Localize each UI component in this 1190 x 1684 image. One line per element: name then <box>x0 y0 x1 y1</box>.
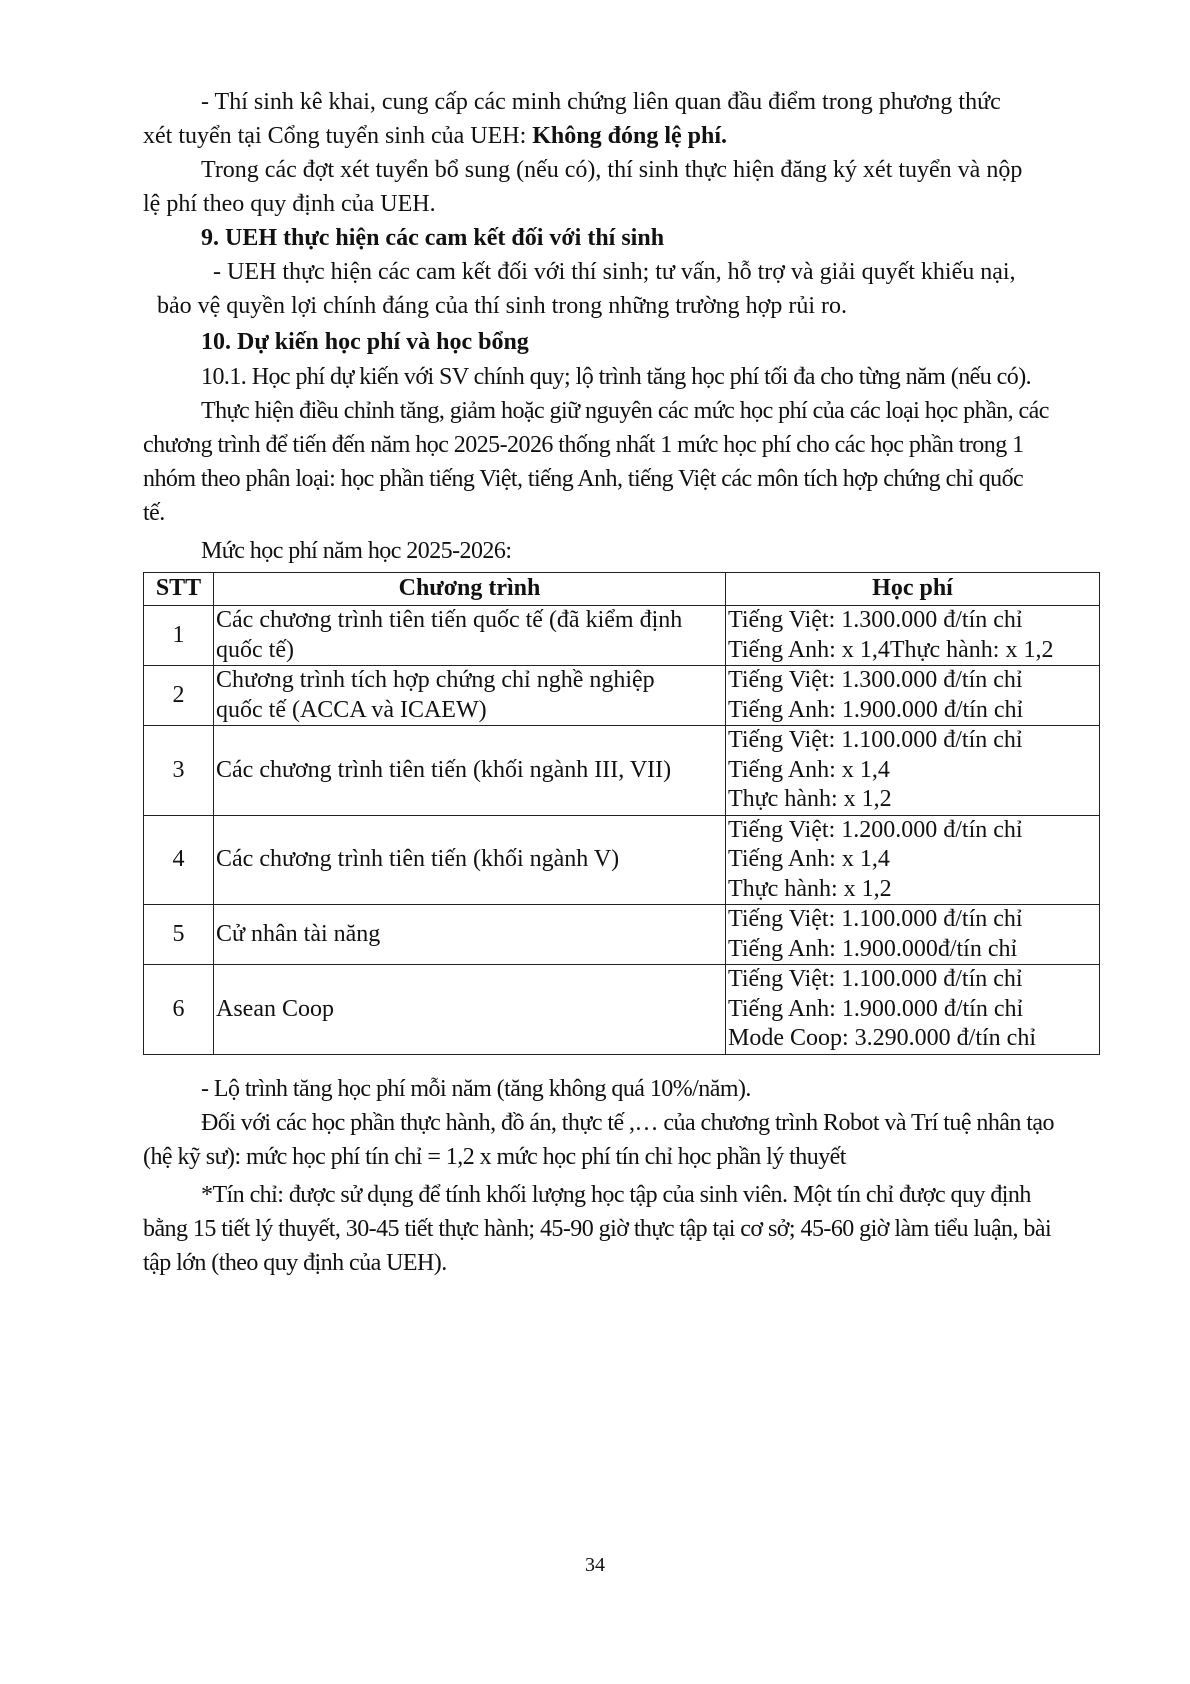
fee-line: Tiếng Việt: 1.200.000 đ/tín chỉ <box>728 816 1023 843</box>
paragraph-line: - UEH thực hiện các cam kết đối với thí sinh; tư vấn, hỗ trợ và giải quyết khiếu nại, <box>213 259 1016 285</box>
table-row <box>144 666 1100 726</box>
cell-program <box>214 815 726 905</box>
table-body <box>144 606 1100 1055</box>
paragraph-line: Thực hiện điều chỉnh tăng, giảm hoặc giữ nguyên các mức học phí của các loại học phần, các <box>201 398 1049 424</box>
cell-fee <box>726 666 1100 726</box>
cell-fee <box>726 606 1100 666</box>
program-line: Các chương trình tiên tiến (khối ngành V) <box>216 846 620 872</box>
cell-program <box>214 666 726 726</box>
paragraph-text: xét tuyển tại Cổng tuyển sinh của UEH: <box>143 123 533 149</box>
cell-program <box>214 965 726 1055</box>
table-caption: Mức học phí năm học 2025-2026: <box>201 538 512 564</box>
program-line: Các chương trình tiên tiến (khối ngành III, VII) <box>216 756 672 783</box>
table-row <box>144 905 1100 965</box>
paragraph-line: 10.1. Học phí dự kiến với SV chính quy; lộ trình tăng học phí tối đa cho từng năm (nếu có). <box>201 364 1032 390</box>
paragraph-line: Đối với các học phần thực hành, đồ án, thực tế ,… của chương trình Robot và Trí tuệ nhân tạo <box>201 1110 1054 1136</box>
cell-fee <box>726 726 1100 816</box>
cell-stt: 2 <box>144 666 214 726</box>
program-line: Cử nhân tài năng <box>216 920 381 947</box>
table-row <box>144 965 1100 1055</box>
paragraph-line: *Tín chỉ: được sử dụng để tính khối lượng học tập của sinh viên. Một tín chỉ được quy định <box>201 1182 1031 1208</box>
fee-line: Tiếng Anh: x 1,4 <box>728 846 890 872</box>
program-line: quốc tế) <box>216 636 294 663</box>
paragraph-line: nhóm theo phân loại: học phần tiếng Việt, tiếng Anh, tiếng Việt các môn tích hợp chứng chỉ quốc <box>143 466 1024 492</box>
paragraph-line: bảo vệ quyền lợi chính đáng của thí sinh trong những trường hợp rủi ro. <box>157 293 847 319</box>
fee-line: Tiếng Việt: 1.300.000 đ/tín chỉ <box>728 667 1023 693</box>
program-line: quốc tế (ACCA và ICAEW) <box>216 696 487 723</box>
section-heading: 10. Dự kiến học phí và học bổng <box>201 329 529 355</box>
fee-line: Mode Coop: 3.290.000 đ/tín chỉ <box>728 1025 1036 1051</box>
column-header-stt: STT <box>144 573 214 606</box>
cell-stt: 3 <box>144 726 214 816</box>
cell-fee <box>726 815 1100 905</box>
paragraph-line: tế. <box>143 500 165 526</box>
cell-program <box>214 726 726 816</box>
paragraph-line: Trong các đợt xét tuyển bổ sung (nếu có), thí sinh thực hiện đăng ký xét tuyển và nộp <box>201 157 1023 183</box>
page-number: 34 <box>585 1554 605 1576</box>
cell-fee <box>726 905 1100 965</box>
fee-line: Tiếng Anh: 1.900.000đ/tín chỉ <box>728 935 1018 962</box>
paragraph-line: - Thí sinh kê khai, cung cấp các minh chứng liên quan đầu điểm trong phương thức <box>201 89 1001 115</box>
table-row <box>144 606 1100 666</box>
fee-line: Tiếng Anh: 1.900.000 đ/tín chỉ <box>728 696 1024 723</box>
fee-line: Tiếng Anh: 1.900.000 đ/tín chỉ <box>728 995 1024 1022</box>
tuition-table <box>143 572 1100 1055</box>
paragraph-line: tập lớn (theo quy định của UEH). <box>143 1250 447 1276</box>
fee-line: Tiếng Anh: x 1,4 <box>728 756 890 783</box>
cell-stt: 1 <box>144 606 214 666</box>
paragraph-line <box>143 121 727 151</box>
cell-program <box>214 905 726 965</box>
fee-line: Tiếng Việt: 1.100.000 đ/tín chỉ <box>728 966 1023 992</box>
program-line: Chương trình tích hợp chứng chỉ nghề nghiệp <box>216 667 655 693</box>
program-line: Các chương trình tiên tiến quốc tế (đã kiểm định <box>216 607 683 633</box>
cell-stt: 6 <box>144 965 214 1055</box>
paragraph-line: - Lộ trình tăng học phí mỗi năm (tăng không quá 10%/năm). <box>201 1076 751 1102</box>
table-row <box>144 815 1100 905</box>
cell-program <box>214 606 726 666</box>
cell-fee <box>726 965 1100 1055</box>
column-header-program: Chương trình <box>214 573 726 606</box>
program-line: Asean Coop <box>216 995 334 1022</box>
table-row <box>144 726 1100 816</box>
emphasis-text: Không đóng lệ phí. <box>532 123 728 149</box>
cell-stt: 5 <box>144 905 214 965</box>
fee-line: Tiếng Việt: 1.300.000 đ/tín chỉ <box>728 607 1023 633</box>
section-heading: 9. UEH thực hiện các cam kết đối với thí sinh <box>201 225 665 251</box>
fee-line: Thực hành: x 1,2 <box>728 875 892 902</box>
fee-line: Tiếng Việt: 1.100.000 đ/tín chỉ <box>728 727 1023 753</box>
fee-line: Tiếng Anh: x 1,4Thực hành: x 1,2 <box>728 636 1054 663</box>
paragraph-line: bằng 15 tiết lý thuyết, 30-45 tiết thực hành; 45-90 giờ thực tập tại cơ sở; 45-60 giờ làm tiểu luận, bài <box>143 1216 1052 1242</box>
cell-stt: 4 <box>144 815 214 905</box>
paragraph-line: (hệ kỹ sư): mức học phí tín chỉ = 1,2 x mức học phí tín chỉ học phần lý thuyết <box>143 1144 846 1170</box>
table-header-row <box>144 573 1100 606</box>
fee-line: Tiếng Việt: 1.100.000 đ/tín chỉ <box>728 906 1023 932</box>
paragraph-line: chương trình để tiến đến năm học 2025-2026 thống nhất 1 mức học phí cho các học phần trong 1 <box>143 432 1024 458</box>
fee-line: Thực hành: x 1,2 <box>728 786 892 812</box>
column-header-fee: Học phí <box>726 573 1100 606</box>
paragraph-line: lệ phí theo quy định của UEH. <box>143 191 436 217</box>
